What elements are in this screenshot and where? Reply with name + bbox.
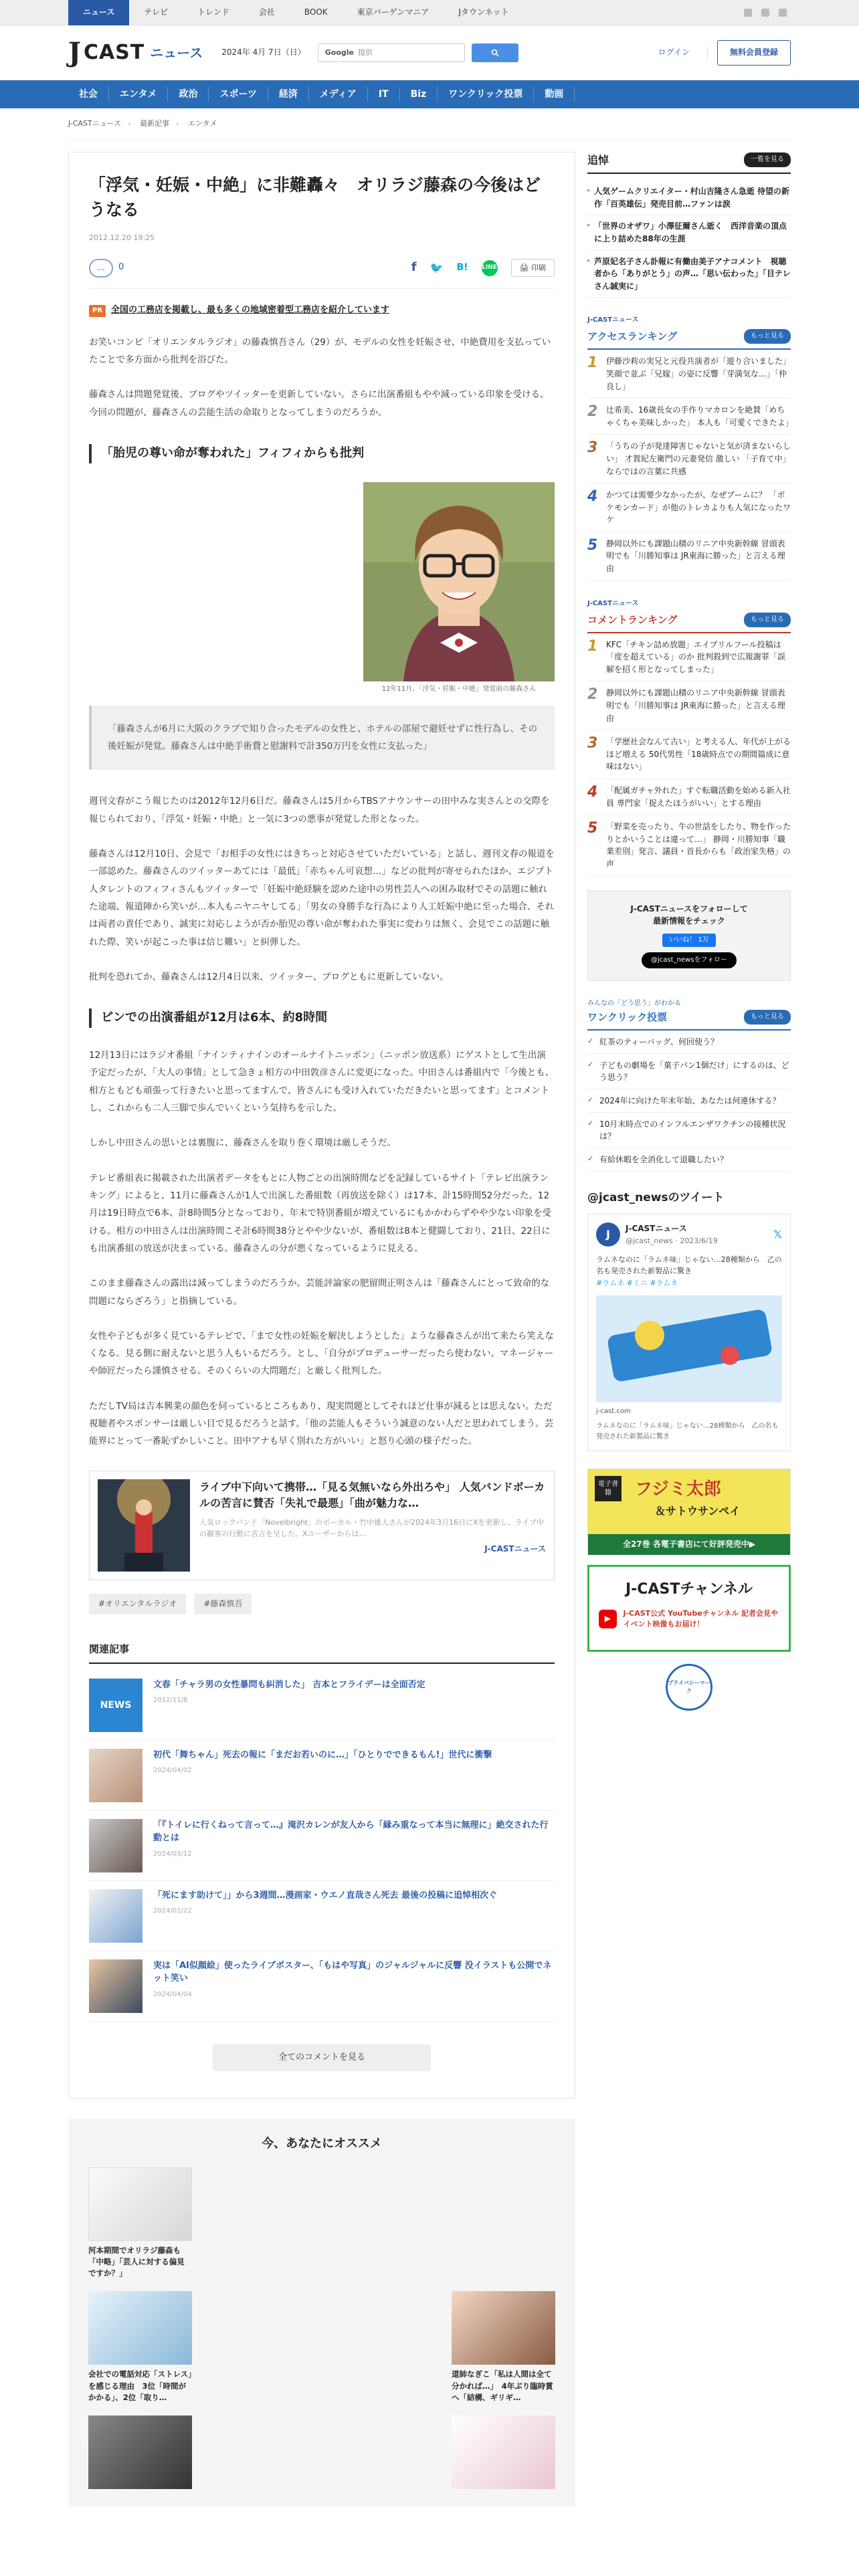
social-links — [744, 0, 791, 25]
comment-icon[interactable]: … — [89, 259, 113, 278]
nav-item-politics[interactable]: 政治 — [168, 87, 209, 102]
ad-tag: 電子書籍 — [595, 1476, 622, 1501]
ranking-item[interactable]: 3 「学歴社会なんて古い」と考える人、年代が上がるほど増える 50代男性「18歳時点での期間篇成に意味はない」 — [587, 730, 791, 779]
all-comments-button[interactable]: 全てのコメントを見る — [213, 2044, 431, 2071]
ranking-source: J-CASTニュース — [587, 316, 639, 324]
twitter-follow-button[interactable]: @jcast_newsをフォロー — [642, 952, 737, 968]
memorial-item[interactable]: ▸ 「世界のオザワ」小澤征爾さん逝く 西洋音楽の頂点に上り詰めた88年の生涯 — [587, 215, 791, 250]
recommendations — [68, 2119, 575, 2506]
top-bar — [0, 0, 859, 25]
twitter-icon[interactable] — [761, 9, 769, 17]
ranking-item[interactable]: 1 KFC「チキン詰め放題」エイプリルフール投稿は「度を超えている」のか 批判殺到で広報謝罪「誤解を招く形となってしまった」 — [587, 633, 791, 682]
related-articles — [89, 1641, 555, 2071]
breadcrumb-home[interactable]: J-CASTニュース — [68, 119, 122, 128]
subheading: 「胎児の尊い命が奪われた」フィフィからも批判 — [89, 444, 555, 463]
site-logo[interactable] — [68, 37, 203, 69]
breadcrumb-entertainment[interactable]: エンタメ — [188, 119, 217, 128]
tweet-hashtags[interactable]: #ラムネ #ミニ #ラムネ — [596, 1278, 678, 1287]
topbar-tab-jtown[interactable]: Jタウンネット — [458, 7, 509, 17]
paragraph: 藤森さんは問題発覚後、ブログやツイッターを更新していない。さらに出演番組もやや減っている印象を受ける。今回の問題が、藤森さんの芸能生活の命取りとなってしまうのだろうか。 — [89, 389, 549, 418]
logo-cast: CAST — [83, 41, 145, 64]
related-title: 「『トイレに行くねって言って…』滝沢カレンが友人から「縁み重なって本当に無理に」絶交された行動とは — [153, 1820, 549, 1844]
x-logo-icon: 𝕏 — [773, 1228, 782, 1241]
article-quote: 「藤森さんが6月に大阪のクラブで知り合ったモデルの女性と、ホテルの部屋で避妊せずに性行為し、その後妊娠が発覚。藤森さんは中絶手術費と慰謝料で計350万円を女性に支払った」 — [89, 706, 555, 770]
nav-item-economy[interactable]: 経済 — [268, 87, 309, 102]
reco-item — [209, 2167, 313, 2280]
ranking-item[interactable]: 2 静岡以外にも課題山積のリニア中央新幹線 冒頭表明でも「川勝知事は JR東海に勝った」と言える理由 — [587, 681, 791, 730]
related-title: 文春「チャラ男の女性暴問も糾消した」 吉本とフライデーは全面否定 — [153, 1679, 425, 1690]
breadcrumb-latest[interactable]: 最新記事 — [140, 119, 170, 128]
vote-more[interactable]: もっと見る — [744, 1010, 791, 1025]
ad-subtitle: ＆サトウサンペイ — [655, 1505, 741, 1518]
main-nav — [0, 80, 859, 108]
subheading: ピンでの出演番組が12月は6本、約8時間 — [89, 1008, 555, 1028]
line-share-icon[interactable]: LINE — [482, 260, 498, 276]
twitter-name: J-CASTニュース — [626, 1223, 687, 1233]
sidebar — [587, 152, 791, 2506]
reco-heading: 今、あなたにオススメ — [262, 2136, 382, 2151]
ad-title: フジミ太郎 — [635, 1479, 721, 1500]
ranking-item[interactable]: 4 かつては需要少なかったが、なぜブームに？ 「ポケモンカード」が他のトレカよりも人気になったワケ — [587, 484, 791, 532]
ranking-title: 静岡以外にも課題山積のリニア中央新幹線 冒頭表明でも「川勝知事は JR東海に勝った」と言える理由 — [606, 688, 785, 723]
reco-item — [209, 2416, 313, 2489]
paragraph: しかし中田さんの思いとは裏腹に、藤森さんを取り巻く環境は厳しそうだ。 — [89, 1138, 396, 1149]
badge-label: プライバシーマーク — [668, 1679, 710, 1695]
paragraph: 週刊文春がこう報じたのは2012年12月6日だ。藤森さんは5月からTBSアナウンサーの田中みな実さんとの交際を報じられており、「浮気・妊娠・中絶」と一気に3つの悪事が発覚した形となった。 — [89, 796, 550, 825]
tweet-image[interactable] — [596, 1295, 782, 1402]
privacy-mark-badge[interactable] — [666, 1664, 712, 1711]
related-title: 「死にます助けて」」から3週間…漫画家・ウエノ直哉さん死去 最後の投稿に追悼相次ぐ — [153, 1890, 498, 1901]
tag-link[interactable]: #藤森慎吾 — [194, 1594, 252, 1614]
related-date: 2024/03/12 — [153, 1850, 192, 1858]
hatena-bookmark-icon[interactable]: B! — [456, 262, 468, 274]
related-heading: 関連記事 — [89, 1641, 555, 1664]
paragraph: テレビ番組表に掲載された出演者データをもとに人物ごとの出演時間などを記録しているサイト「テレビ出演ランキング」によると、11月に藤森さんが1人で出演した番組数（再放送を除く）は17本、計15時間52分だった。12月は19日時点で6本、計8時間5分となっており、年末で特別番組が増えているにもかかわらずやや少ない印象を受ける。相方の中田さんは出演時間こそ計6時間38分とやや少ないが、番組数は8本と健闘しており、21日、22日にも出演番組の放送が決まっている。藤森さんの分が悪くなっているように見える。 — [89, 1172, 551, 1254]
facebook-share-icon[interactable]: f — [411, 260, 417, 275]
memorial-more-button[interactable]: 一覧を見る — [744, 152, 791, 167]
related-thumb — [89, 1819, 142, 1872]
vote-item[interactable]: ✓ 子どもの劇場を「菓子パン1個だけ」にするのは、どう思う？ — [587, 1054, 791, 1089]
related-date: 2012/11/8 — [153, 1697, 188, 1705]
ranking-title: 「配属ガチャ外れた」すぐ転職活動を始める新入社員 専門家「捉えたほうがいい」とする理由 — [606, 786, 791, 808]
article-date: 2012.12.20 19:25 — [89, 233, 155, 242]
reco-item — [452, 2167, 555, 2280]
ranking-item[interactable]: 4 「配属ガチャ外れた」すぐ転職活動を始める新入社員 専門家「捉えたほうがいい」とする理由 — [587, 779, 791, 815]
ranking-item[interactable]: 5 静岡以外にも課題山積のリニア中央新幹線 冒頭表明でも「川勝知事は JR東海に勝った」と言える理由 — [587, 532, 791, 581]
topbar-tab-company[interactable]: 会社 — [258, 7, 275, 17]
comment-ranking-more[interactable]: もっと見る — [744, 613, 791, 627]
ad-footer: 全27巻 各電子書店にて好評発売中▶ — [588, 1534, 790, 1555]
vote-item[interactable]: ✓ 2024年に向けた年末年始、あなたは何連休する？ — [587, 1089, 791, 1113]
reco-item[interactable] — [88, 2291, 192, 2403]
article-title: 「浮気・妊娠・中絶」に非難轟々 オリラジ藤森の今後はどうなる — [89, 175, 541, 220]
related-title: 実は「AI似顔絵」使ったライブポスター、「もはや写真」のジャルジャルに反響 没イラストも公開でネット笑い — [153, 1960, 552, 1984]
ranking-item[interactable]: 5 「野菜を売ったり、牛の世話をしたり、物を作ったりとかいうことは違って…」 静岡・川勝知事「職業差別」発言、議員・首長からも「政治家失格」の声 — [587, 815, 791, 876]
vote-section — [587, 998, 791, 1172]
reco-item — [330, 2291, 434, 2403]
topbar-tab-trend[interactable]: トレンド — [197, 7, 229, 17]
breadcrumb: J-CASTニュース › 最新記事 › エンタメ — [68, 108, 791, 140]
login-link[interactable]: ログイン — [641, 46, 708, 59]
follow-box — [587, 890, 791, 981]
topbar-tab-book[interactable]: BOOK — [304, 7, 328, 17]
print-label: 印刷 — [531, 263, 546, 272]
pr-text: 全国の工務店を掲載し、最も多くの地域密着型工務店を紹介しています — [111, 304, 390, 315]
nav-item-society[interactable]: 社会 — [68, 87, 109, 102]
memorial-item[interactable]: ▸ 人気ゲームクリエイター・村山吉隆さん急逝 待望の新作「百英雄伝」発売目前…ファンは涙 — [587, 181, 791, 215]
nav-item-sports[interactable]: スポーツ — [209, 87, 268, 102]
ranking-title: 静岡以外にも課題山積のリニア中央新幹線 冒頭表明でも「川勝知事は JR東海に勝った」と言える理由 — [606, 538, 785, 574]
ad-banner-book[interactable] — [587, 1469, 791, 1555]
ad2-text: J-CAST公式 YouTubeチャンネル 記者会見やイベント映像もお届け！ — [623, 1608, 778, 1628]
ranking-title: 「学歴社会なんて古い」と考える人、年代が上がるほど増える 50代男性「18歳時点での期間篇成に意味はない」 — [606, 737, 791, 772]
ad-banner-channel[interactable] — [587, 1565, 791, 1652]
access-ranking — [587, 315, 791, 580]
reco-item[interactable] — [452, 2416, 555, 2489]
ranking-title: かつては需要少なかったが、なぜブームに？ 「ポケモンカード」が他のトレカよりも人気になったワケ — [606, 490, 791, 525]
related-item[interactable] — [89, 1671, 555, 1741]
reco-item[interactable] — [452, 2291, 555, 2403]
related-thumb: NEWS — [89, 1679, 142, 1732]
current-date: 2024年 4月 7日（日） — [221, 47, 306, 58]
related-thumb — [89, 1959, 142, 2013]
ad2-title: J-CASTチャンネル — [625, 1581, 753, 1598]
facebook-like-button[interactable]: いいね！ 1万 — [662, 934, 716, 947]
ranking-title: 「うちの子が発達障害じゃないと気が済まないらしい」 才賀紀左衛門の元妻発信 激しい 「子育て中」ならではの言葉に共感 — [606, 441, 791, 476]
vote-item[interactable]: ✓ 10月末時点でのインフルエンザワクチンの接種状況は？ — [587, 1113, 791, 1148]
nav-item-entertainment[interactable]: エンタメ — [109, 87, 168, 102]
reco-item — [209, 2291, 313, 2403]
google-label: Google — [324, 48, 354, 58]
reco-title: 道帥なぎこ「私は人間は全て分かれば…」 4年ぶり臨時賞へ「結構、ギリギ… — [452, 2369, 553, 2402]
search-provider-label: 提供 — [357, 48, 373, 58]
nav-item-video[interactable]: 動画 — [534, 87, 575, 102]
twitter-feed-heading: @jcast_newsのツイート — [587, 1190, 725, 1204]
twitter-handle: @jcast_news · 2023/6/19 — [626, 1236, 718, 1245]
reco-item[interactable] — [88, 2416, 192, 2489]
nav-item-vote[interactable]: ワンクリック投票 — [438, 87, 534, 102]
ranking-item[interactable]: 2 辻希美、16歳長女の手作りマカロンを絶賛「めちゃくちゃ美味しかった」 本人も「可愛くできたよ」 — [587, 399, 791, 435]
article-main — [68, 152, 575, 2099]
pr-tag: PR — [89, 305, 106, 317]
paragraph: お笑いコンビ「オリエンタルラジオ」の藤森慎吾さん（29）が、モデルの女性を妊娠させ、中絶費用を支払っていたことで多方面から批判を浴びた。 — [89, 336, 551, 366]
twitter-embed[interactable] — [587, 1214, 791, 1452]
ranking-title: KFC「チキン詰め放題」エイプリルフール投稿は「度を超えている」のか 批判殺到で広報謝罪「誤解を招く形となってしまった」 — [606, 639, 785, 674]
related-date: 2024/01/22 — [153, 1907, 192, 1915]
embed-source: J-CASTニュース — [484, 1543, 546, 1553]
tag-link[interactable]: #オリエンタルラジオ — [89, 1594, 186, 1614]
related-date: 2024/04/02 — [153, 1767, 192, 1775]
embedded-article-card[interactable] — [89, 1471, 555, 1580]
ranking-item[interactable]: 3 「うちの子が発達障害じゃないと気が済まないらしい」 才賀紀左衛門の元妻発信 激しい 「子育て中」ならではの言葉に共感 — [587, 435, 791, 484]
site-header — [0, 25, 859, 80]
vote-heading: ワンクリック投票 — [587, 1010, 668, 1023]
logo-news: ニュース — [150, 45, 203, 61]
ranking-item[interactable]: 1 伊藤沙莉の実兄と元役共演者が「遊り合いました」 笑顔で並ぶ「兄嫁」の姿に反響「芽満気な…」「仲良し」 — [587, 350, 791, 399]
embed-thumbnail — [98, 1479, 190, 1572]
nav-item-media[interactable]: メディア — [309, 87, 368, 102]
reco-title: 会社での電話対応「ストレス」を感じる理由 3位「時間がかかる」、2位「取り… — [88, 2369, 192, 2402]
vote-item[interactable]: ✓ 紅茶のティーバッグ、何回使う？ — [587, 1031, 791, 1054]
reco-item — [330, 2167, 434, 2280]
access-ranking-more[interactable]: もっと見る — [744, 329, 791, 344]
related-item[interactable] — [89, 1951, 555, 2022]
related-thumb — [89, 1749, 142, 1802]
related-thumb — [89, 1889, 142, 1943]
article-tags — [89, 1594, 555, 1614]
comment-count[interactable]: 0 — [118, 262, 124, 273]
reco-item[interactable] — [88, 2167, 192, 2280]
paragraph: 批判を恐れてか、藤森さんは12月4日以来、ツイッター、ブログともに更新していない。 — [89, 971, 449, 982]
follow-text: J-CASTニュースをフォローして 最新情報をチェック — [630, 903, 748, 926]
topbar-tab-tv[interactable]: テレビ — [144, 7, 169, 17]
topbar-tab-news[interactable]: ニュース — [68, 0, 129, 25]
comment-ranking — [587, 599, 791, 981]
ranking-title: 伊藤沙莉の実兄と元役共演者が「遊り合いました」 笑顔で並ぶ「兄嫁」の姿に反響「芽満気な…」「仲良し」 — [606, 356, 791, 391]
rss-icon[interactable] — [779, 9, 787, 17]
tweet-link[interactable]: j-cast.com — [596, 1408, 631, 1416]
tweet-link-desc: ラムネなのに「ラムネ味」じゃない…28種類から 乙の名も発売された新製品に驚き — [596, 1422, 779, 1441]
nav-item-it[interactable]: IT — [368, 87, 400, 102]
article-body — [89, 334, 555, 1451]
paragraph: 女性や子どもが多く見ているテレビで、「まで女性の妊娠を解決しようとした」ような藤森さんが出て来たら笑えなくなる。見る側に耐えないと思う人もいるだろう。とし、「自分がプロデューサーだったら使わない。マネージャーや師匠だったら謹慎させる。そのくらいの大問題だ」と厳しく批判した。 — [89, 1330, 554, 1377]
paragraph: ただしTV局は吉本興業の顔色を伺っているところもあり、現実問題としてそれほど仕事が減るとは思えない。ただ視聴者やスポンサーは厳しい目で見るだろうと話す。「他の芸能人もそういう誠意のない人だと思われてしまう。芸能界にとって一番恥ずかしいこと。田中アナも早く別れた方がいい」と怒り心頭の様子だった。 — [89, 1400, 554, 1447]
share-bar — [89, 258, 555, 289]
logo-j: J — [68, 37, 81, 68]
ranking-source: J-CASTニュース — [587, 599, 639, 607]
reco-title: 河本期間でオリラジ藤森も「中略」「芸人に対する偏見ですか？」 — [88, 2245, 185, 2278]
related-date: 2024/04/04 — [153, 1990, 192, 1998]
memorial-item[interactable]: ▸ 芦原妃名子さん訃報に有働由美子アナコメント 視聴者から「ありがとう」の声…「思い伝わった」「目テレさん誠実に」 — [587, 251, 791, 298]
facebook-icon[interactable] — [744, 9, 752, 17]
youtube-icon: ▶ — [599, 1610, 617, 1628]
photo-caption: 12年11月、「浮気・妊娠・中絶」発覚前の藤森さん — [381, 685, 537, 693]
pr-link[interactable] — [89, 304, 555, 318]
vote-label: みんなの「どう思う」がわかる — [587, 999, 681, 1007]
memorial-heading: 追悼 — [587, 153, 609, 167]
memorial-section — [587, 152, 791, 298]
twitter-share-icon[interactable]: 🐦 — [430, 261, 444, 274]
comment-ranking-heading: コメントランキング — [587, 613, 678, 626]
search-icon — [491, 49, 499, 57]
tweet-text: ラムネなのに「ラムネ味」じゃない…28種類から 乙の名も発売された新製品に驚き #ラムネ #ミニ #ラムネ — [596, 1255, 782, 1287]
search-form — [318, 43, 518, 62]
search-input[interactable] — [318, 43, 465, 62]
twitter-avatar: J — [596, 1222, 620, 1247]
article-figure — [363, 482, 555, 695]
reco-item — [330, 2416, 434, 2489]
embed-title: ライブ中下向いて携帯…「見る気無いなら外出ろや」 人気バンドボーカルの苦言に賛否「失礼で最悪」「曲が魅力な… — [199, 1480, 545, 1509]
related-item[interactable] — [89, 1811, 555, 1881]
topbar-tab-bargain[interactable]: 東京バーゲンマニア — [357, 7, 430, 17]
ranking-title: 辻希美、16歳長女の手作りマカロンを絶賛「めちゃくちゃ美味しかった」 本人も「可愛くできたよ」 — [606, 405, 793, 427]
paragraph: このまま藤森さんの露出は減ってしまうのだろうか。芸能評論家の肥留間正明さんは「藤森さんにとって致命的な問題にならざろう」と指摘している。 — [89, 1278, 550, 1307]
related-item[interactable] — [89, 1881, 555, 1951]
article-photo[interactable] — [363, 482, 555, 681]
paragraph: 藤森さんは12月10日、会見で「お相手の女性にはきちっと対応させていただいている」と話し、週刊文春の報道を一部認めた。藤森さんのツイッターあてには「最低」「赤ちゃん可哀想…」などの批判が寄せられたほか、エジプト人タレントのフィフィさんもツイッターで「妊娠中絶経験を認めた途中の男性芸人への困み取材でその話題に触れた途端、報道陣から笑いが…本人もニヤニヤしてる」「男女の身勝手な行為により人工妊娠中絶に至った場合、それは両者の責任であり、誠実に対応しようが否か胎児の尊い命が奪われた事実に変わりは無く、会見でこの話題に触れた際、笑いが起こった事は信じ難い」と糾弾した。 — [89, 849, 555, 948]
related-item[interactable] — [89, 1741, 555, 1811]
vote-item[interactable]: ✓ 有給休暇を全消化して退職したい？ — [587, 1148, 791, 1172]
search-button[interactable] — [472, 43, 518, 62]
nav-item-biz[interactable]: Biz — [400, 87, 438, 102]
embed-description: 人気ロックバンド「Novelbright」のボーカル・竹中雄大さんが2024年3月16日にXを更新し、ライブ中の観客の行動に苦言を呈した。Xユーザーからは… — [199, 1517, 544, 1539]
ranking-title: 「野菜を売ったり、牛の世話をしたり、物を作ったりとかいうことは違って…」 静岡・川勝知事「職業差別」発言、議員・首長からも「政治家失格」の声 — [606, 822, 791, 869]
print-button[interactable]: 🖨 印刷 — [511, 259, 555, 278]
related-title: 初代「舞ちゃん」死去の報に「まだお若いのに…」「ひとりでできるもん!」世代に衝撃 — [153, 1749, 492, 1760]
access-ranking-heading: アクセスランキング — [587, 330, 678, 343]
register-button[interactable]: 無料会員登録 — [717, 40, 791, 65]
paragraph: 12月13日にはラジオ番組「ナインティナインのオールナイトニッポン」（ニッポン放送系）にゲストとして生出演予定だったが、「大人の事情」として急きょ相方の中田敦彦さんに変更になった。中田さんは番組内で「今後とも、相方ともども頑張って行きたいと思ってますんで、皆さんにも受け入れていただきたいと思ってます」とコメントし、これからも二人三脚で歩んでいくという気持ちを示した。 — [89, 1050, 555, 1113]
